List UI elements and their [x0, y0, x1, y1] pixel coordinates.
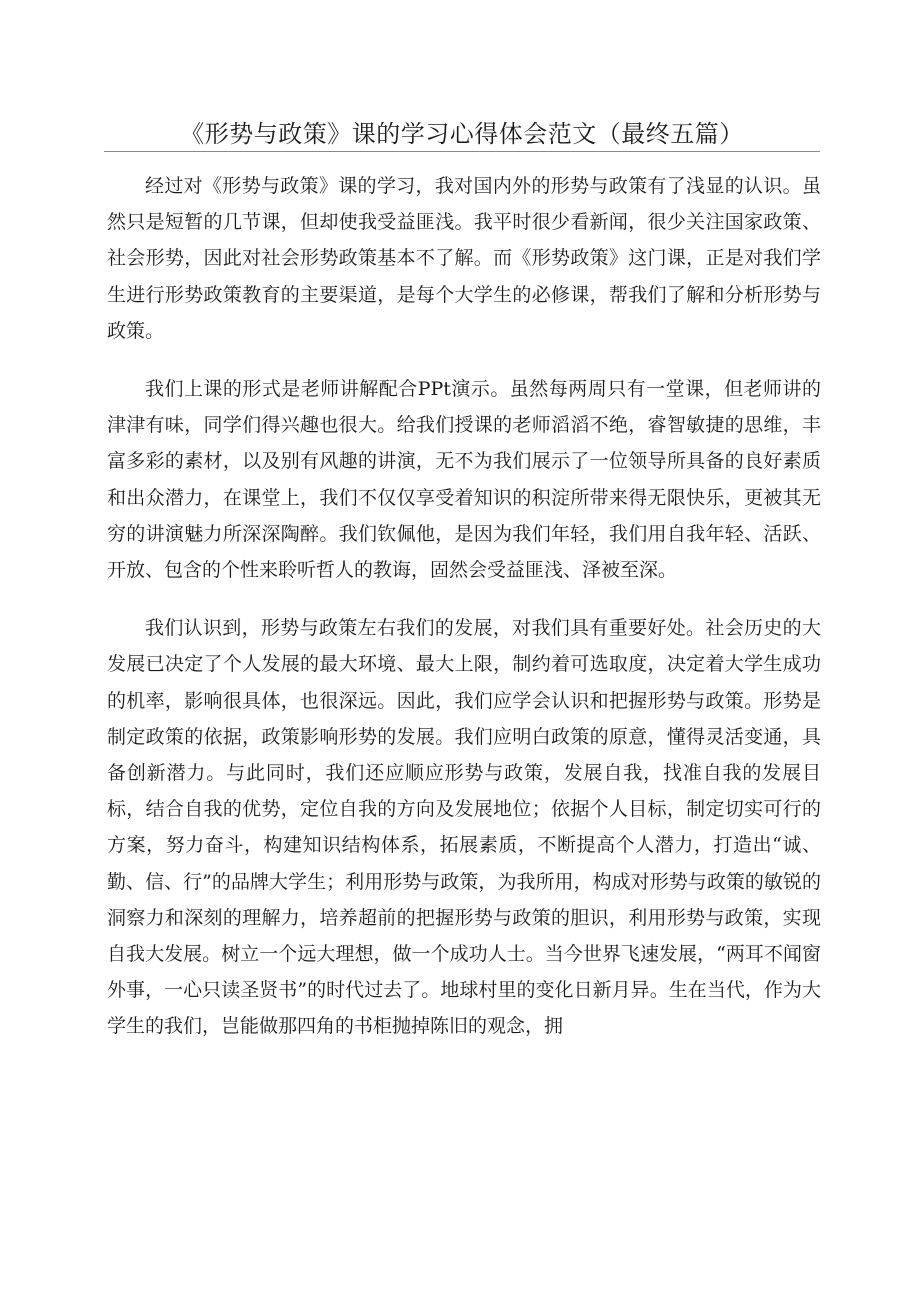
document-title: 《形势与政策》课的学习心得体会范文（最终五篇） — [180, 120, 744, 148]
title-underline — [104, 151, 820, 152]
paragraph-3: 我们认识到，形势与政策左右我们的发展，对我们具有重要好处。社会历史的大发展已决定了个人发展的最大环境、最大上限，制约着可选取度，决定着大学生成功的机率，影响很具体，也很深远。因此，我们应学会认识和把握形势与政策。形势是制定政策的依据，政策影响形势的发展。我们应明白政策的原意，懂得灵活变通，具备创新潜力。与此同时，我们还应顺应形势与政策，发展自我，找准自我的发展目标，结合自我的优势，定位自我的方向及发展地位；依据个人目标，制定切实可行的方案，努力奋斗，构建知识结构体系，拓展素质，不断提高个人潜力，打造出“诚、勤、信、行”的品牌大学生；利用形势与政策，为我所用，构成对形势与政策的敏锐的洞察力和深刻的理解力，培养超前的把握形势与政策的胆识，利用形势与政策，实现自我大发展。树立一个远大理想，做一个成功人士。当今世界飞速发展，“两耳不闻窗外事，一心只读圣贤书”的时代过去了。地球村里的变化日新月异。生在当代，作为大学生的我们，岂能做那四角的书柜抛掉陈旧的观念，拥 — [107, 617, 821, 1038]
paragraph-1: 经过对《形势与政策》课的学习，我对国内外的形势与政策有了浅显的认识。虽然只是短暂的几节课，但却使我受益匪浅。我平时很少看新闻，很少关注国家政策、社会形势，因此对社会形势政策基本不了解。而《形势政策》这门课，正是对我们学生进行形势政策教育的主要渠道，是每个大学生的必修课，帮我们了解和分析形势与政策。 — [107, 175, 821, 342]
paragraph-2: 我们上课的形式是老师讲解配合PPt演示。虽然每两周只有一堂课，但老师讲的津津有味，同学们得兴趣也很大。给我们授课的老师滔滔不绝，睿智敏捷的思维，丰富多彩的素材，以及别有风趣的讲演，无不为我们展示了一位领导所具备的良好素质和出众潜力，在课堂上，我们不仅仅享受着知识的积淀所带来得无限快乐，更被其无穷的讲演魅力所深深陶醉。我们钦佩他，是因为我们年轻，我们用自我年轻、活跃、开放、包含的个性来聆听哲人的教诲，固然会受益匪浅、泽被至深。 — [107, 378, 821, 582]
document-body — [107, 168, 821, 1067]
